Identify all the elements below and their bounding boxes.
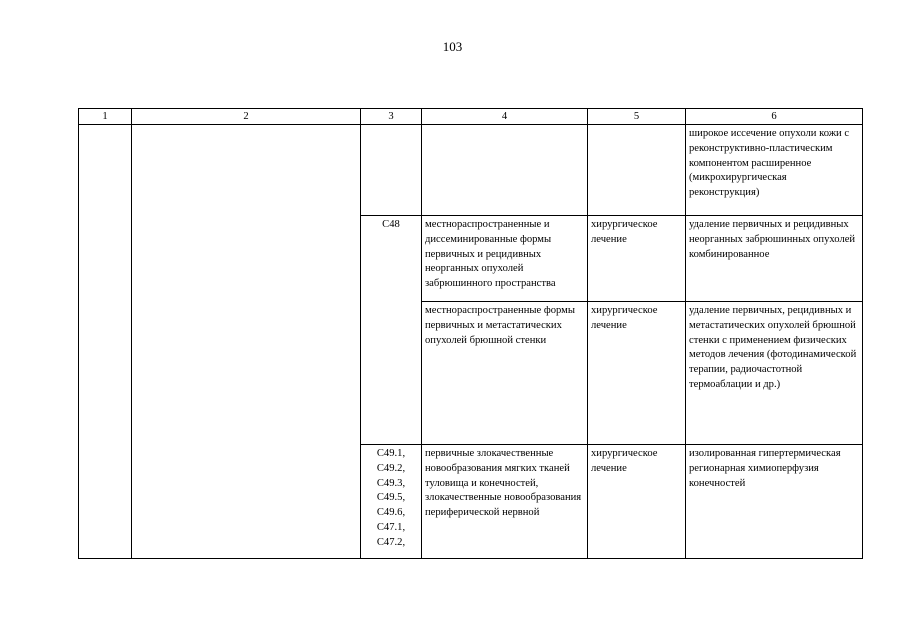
header-col-3: 3 — [361, 109, 422, 125]
icd-code: C49.3, — [376, 477, 406, 489]
cell-condition: местнораспространенные формы первичных и метастатических опухолей брюшной стенки — [422, 302, 588, 445]
cell-col-1 — [79, 125, 132, 559]
cell-treatment: хирургическое лечение — [588, 216, 686, 302]
icd-code: C49.2, — [376, 462, 406, 474]
cell-method: удаление первичных, рецидивных и метастатических опухолей брюшной стенки с применением физических методов лечения (фотодинамической терапии, радиочастотной термоаблации и др.) — [686, 302, 863, 445]
cell-condition — [422, 125, 588, 216]
icd-code: C47.1, — [376, 521, 406, 533]
cell-method: широкое иссечение опухоли кожи с реконструктивно-пластическим компонентом расширенное (микрохирургическая реконструкция) — [686, 125, 863, 216]
cell-col-2 — [132, 125, 361, 559]
cell-method: удаление первичных и рецидивных неорганных забрюшинных опухолей комбинированное — [686, 216, 863, 302]
cell-condition: местнораспространенные и диссеминированные формы первичных и рецидивных неорганных опухолей забрюшинного пространства — [422, 216, 588, 302]
header-col-6: 6 — [686, 109, 863, 125]
cell-code — [361, 445, 422, 559]
cell-method: изолированная гипертермическая регионарная химиоперфузия конечностей — [686, 445, 863, 559]
icd-code: C49.1, — [376, 448, 406, 459]
cell-treatment: хирургическое лечение — [588, 302, 686, 445]
header-col-5: 5 — [588, 109, 686, 125]
header-col-2: 2 — [132, 109, 361, 125]
page-number: 103 — [442, 39, 463, 54]
header-row — [79, 109, 863, 125]
cell-code: C48 — [361, 216, 422, 445]
cell-treatment — [588, 125, 686, 216]
table-row — [79, 125, 863, 216]
icd-code: C49.6, — [376, 507, 406, 519]
cell-condition: первичные злокачественные новообразования мягких тканей туловища и конечностей, злокачественные новообразования периферической нервной — [422, 445, 588, 559]
medical-care-table — [78, 108, 863, 559]
cell-treatment: хирургическое лечение — [588, 445, 686, 559]
header-col-4: 4 — [422, 109, 588, 125]
cell-code — [361, 125, 422, 216]
icd-code: C49.5, — [376, 492, 406, 504]
icd-code: C47.2, — [376, 536, 406, 548]
header-col-1: 1 — [79, 109, 132, 125]
